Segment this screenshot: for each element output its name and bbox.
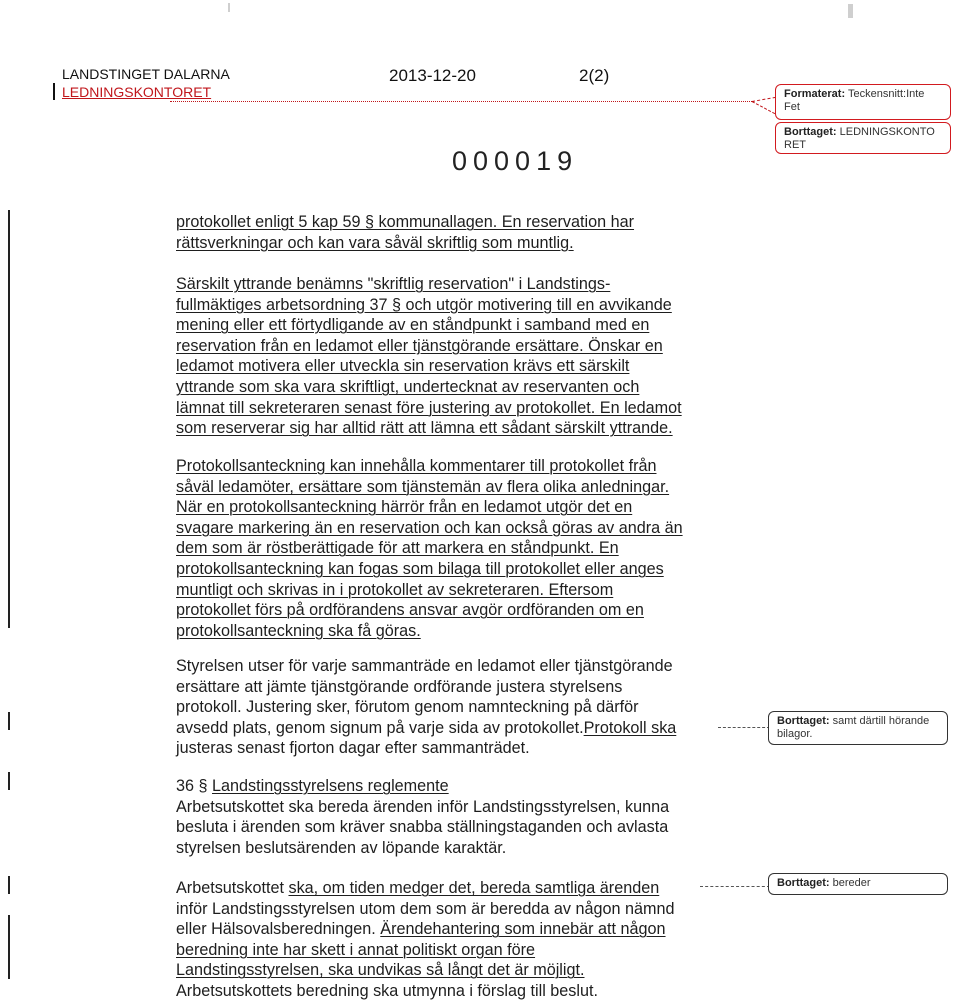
text-segment: eller Hälsovalsberedningen. <box>176 920 381 939</box>
comment-label: Borttaget: <box>777 715 830 727</box>
text-line: som reserverar sig har alltid rätt att lämna ett sådant särskilt yttrande. <box>176 419 673 438</box>
change-bar <box>8 915 10 979</box>
text-line: Arbetsutskottets beredning ska utmynna i förslag till beslut. <box>176 981 598 1000</box>
text-line: Protokollsanteckning kan innehålla kommentarer till protokollet från <box>176 457 657 475</box>
comment-label: Borttaget: <box>777 877 830 889</box>
change-bar <box>8 210 10 628</box>
text-line: reservation från en ledamot eller tjänstgörande ersättare. Önskar en <box>176 336 663 355</box>
page-number: 2(2) <box>579 66 610 85</box>
text-line: protokollsanteckning kan fogas som bilaga till protokollet eller anges <box>176 559 664 578</box>
text-segment-inserted: Protokoll ska <box>583 718 677 737</box>
comment-text: LEDNINGSKONTO RET <box>784 126 935 151</box>
text-line: protokollet förs på ordförandens ansvar avgör ordföranden om en <box>176 601 644 620</box>
text-line: ledamot motivera eller utveckla sin reservation krävs ett särskilt <box>176 357 630 376</box>
paragraph-protocol-note <box>176 456 736 641</box>
scan-speck <box>848 4 853 18</box>
text-line <box>176 718 736 739</box>
section-number: 36 § <box>176 777 213 795</box>
text-line: muntligt och skrivas in i protokollet av sekreteraren. Eftersom <box>176 580 614 599</box>
paragraph-section-36 <box>176 776 736 858</box>
text-line: ersättare att jämte tjänstgörande ordförande justera styrelsens <box>176 677 623 696</box>
comment-leader-line <box>718 727 770 728</box>
comment-text: Teckensnitt:Inte Fet <box>784 88 925 113</box>
text-line: rättsverkningar och kan vara såväl skriftlig som muntlig. <box>176 233 574 252</box>
text-line: såväl ledamöter, ersättare som tjänstemän av flera olika anledningar. <box>176 477 670 496</box>
text-line: lämnat till sekreteraren senast före justering av protokollet. En ledamot <box>176 398 682 417</box>
comment-deleted-prepares[interactable] <box>768 873 948 895</box>
text-line: styrelsen beslutsärenden av löpande karaktär. <box>176 838 507 857</box>
text-line: Styrelsen utser för varje sammanträde en ledamot eller tjänstgörande <box>176 657 673 675</box>
change-bar <box>53 83 55 100</box>
change-bar <box>8 712 10 730</box>
text-line: När en protokollsanteckning härrör från en ledamot utgör det en <box>176 498 633 517</box>
text-segment: Arbetsutskottet <box>176 879 284 897</box>
header-leader-line <box>170 101 754 102</box>
text-line: fullmäktiges arbetsordning 37 § och utgör motivering till en avvikande <box>176 295 672 314</box>
comment-deleted-attachments[interactable] <box>768 711 948 745</box>
text-line: besluta i ärenden som kräver snabba ställningstaganden och avlasta <box>176 818 669 837</box>
comment-leader-line <box>752 97 776 102</box>
text-segment-inserted: Ärendehantering som innebär att någon <box>380 920 666 939</box>
comment-formatted[interactable] <box>775 84 951 120</box>
section-heading <box>176 776 736 797</box>
text-line: protokoll. Justering sker, förutom genom namnteckning på därför <box>176 698 639 717</box>
change-bar <box>8 876 10 894</box>
text-line: Arbetsutskottet ska bereda ärenden inför Landstingsstyrelsen, kunna <box>176 797 670 816</box>
text-line: svagare markering än en reservation och kan också göras av andra än <box>176 518 683 537</box>
document-date: 2013-12-20 <box>389 66 476 85</box>
text-line: mening eller ett förtydligande av en ståndpunkt i samband med en <box>176 316 650 335</box>
comment-text: bereder <box>832 877 871 889</box>
department-name: LEDNINGSKONTORET <box>62 84 212 100</box>
text-line: protokollsanteckning ska få göras. <box>176 621 421 640</box>
text-line: beredning inte har skett i annat politiskt organ före <box>176 940 536 959</box>
text-line: Landstingsstyrelsen, ska undvikas så långt det är möjligt. <box>176 961 585 980</box>
text-line <box>176 919 736 940</box>
comment-deleted-dept[interactable] <box>775 122 951 154</box>
document-number: 000019 <box>452 146 579 176</box>
change-bar <box>8 772 10 790</box>
comment-leader-line <box>752 101 775 114</box>
text-line: protokollet enligt 5 kap 59 § kommunallagen. En reservation har <box>176 213 635 231</box>
paragraph-reservation-continued <box>176 212 736 253</box>
comment-label: Formaterat: <box>784 88 846 100</box>
text-segment: avsedd plats, genom signum på varje sida av protokollet. <box>176 718 584 737</box>
paragraph-justification <box>176 656 736 759</box>
comment-leader-line <box>700 886 770 887</box>
text-segment-inserted: ska, om tiden medger det, bereda samtliga ärenden <box>288 879 660 897</box>
text-line: dem som är röstberättigade för att markera en ståndpunkt. En <box>176 539 619 558</box>
text-line: yttrande som ska vara skriftligt, undertecknat av reservanten och <box>176 377 640 396</box>
paragraph-work-committee <box>176 878 736 1002</box>
comment-text: samt därtill hörande bilagor. <box>777 715 930 740</box>
section-title: Landstingsstyrelsens reglemente <box>212 777 449 795</box>
scan-speck <box>228 3 230 12</box>
text-line <box>176 878 736 899</box>
text-line: Särskilt yttrande benämns "skriftlig reservation" i Landstings- <box>176 275 611 293</box>
text-line: inför Landstingsstyrelsen utom dem som är beredda av någon nämnd <box>176 899 675 918</box>
text-line: justeras senast fjorton dagar efter sammanträdet. <box>176 739 530 758</box>
comment-label: Borttaget: <box>784 126 837 138</box>
paragraph-special-statement <box>176 274 736 439</box>
organization-name: LANDSTINGET DALARNA <box>62 66 230 82</box>
